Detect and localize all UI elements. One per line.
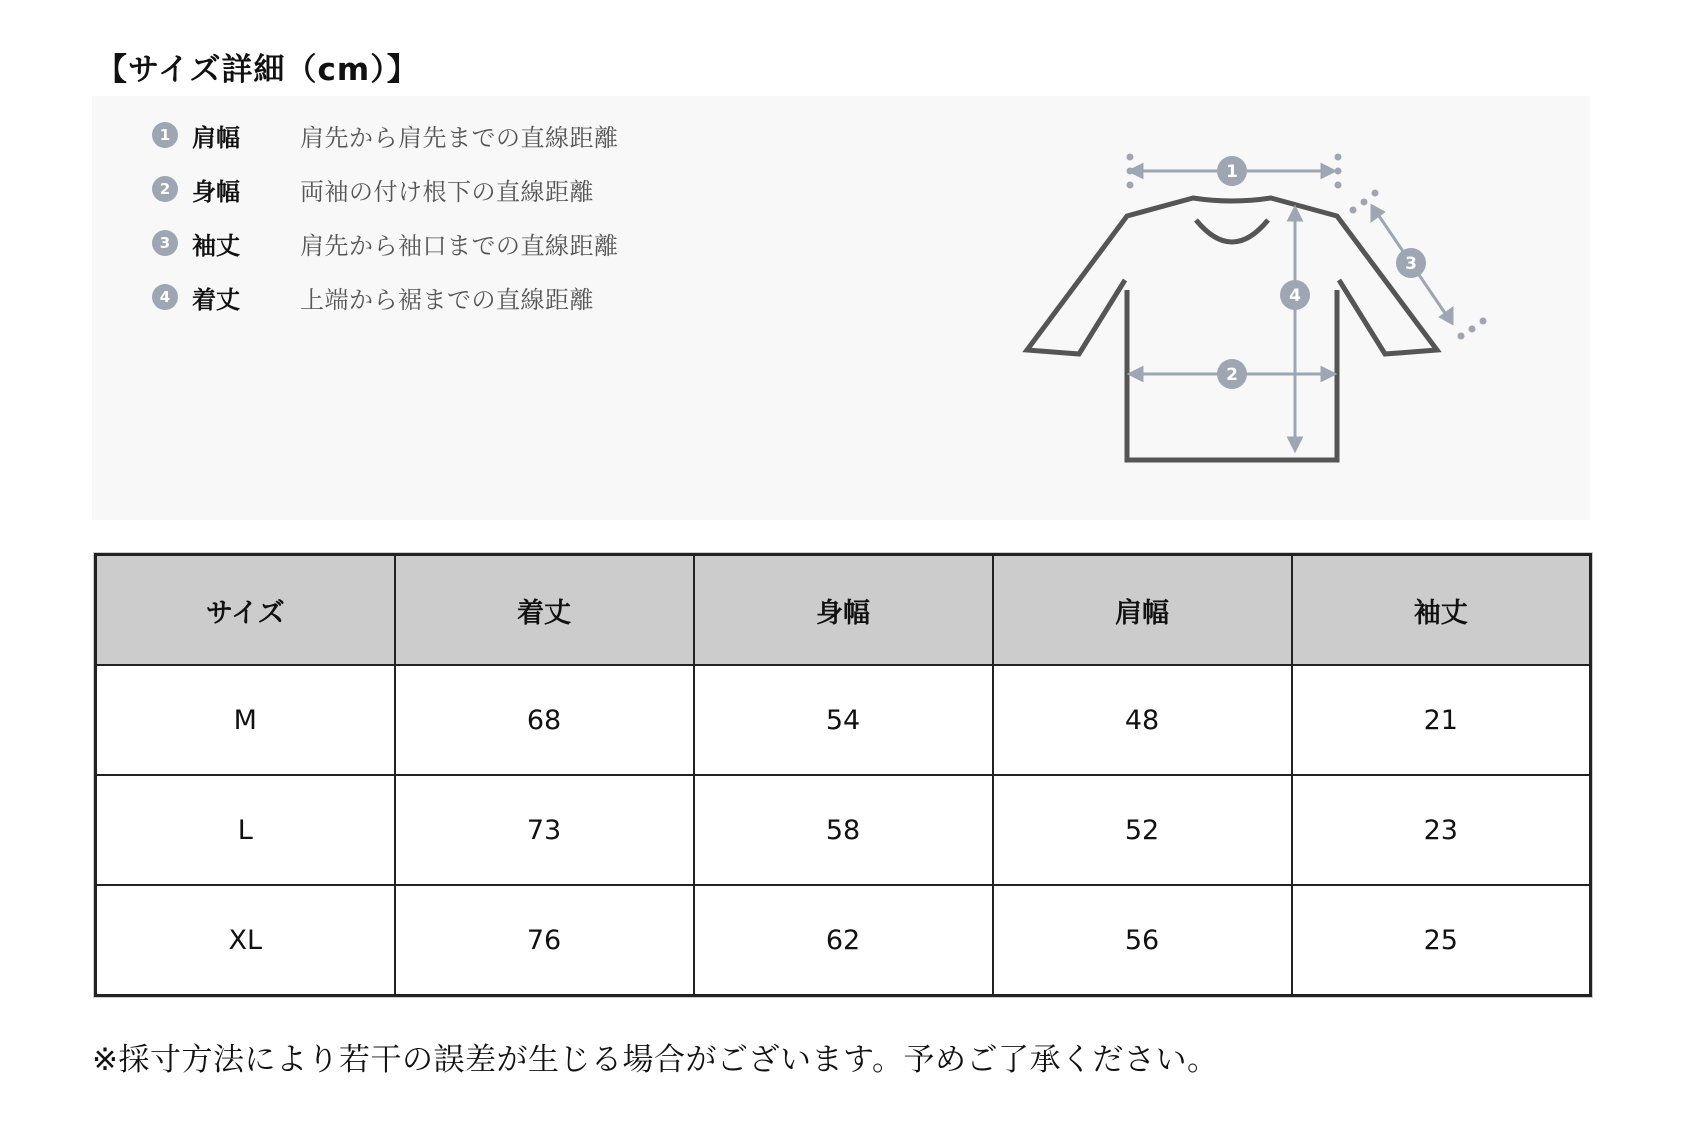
table-row: [96, 885, 1591, 996]
svg-text:4: 4: [1289, 286, 1301, 306]
measurement-note: ※採寸方法により若干の誤差が生じる場合がございます。予めご了承ください。: [92, 1042, 1219, 1078]
table-cell: 56: [993, 885, 1292, 996]
number-3-badge: 3: [152, 230, 178, 256]
arrowhead-icon: [1289, 208, 1301, 220]
legend-description: 両袖の付け根下の直線距離: [300, 177, 594, 206]
table-cell: 73: [395, 775, 694, 885]
table-cell: 52: [993, 775, 1292, 885]
table-cell: 54: [694, 665, 993, 775]
table-cell: 68: [395, 665, 694, 775]
svg-text:3: 3: [1405, 254, 1417, 274]
table-cell: XL: [96, 885, 395, 996]
legend-description: 肩先から肩先までの直線距離: [300, 123, 619, 152]
table-cell: 62: [694, 885, 993, 996]
legend-description: 上端から裾までの直線距離: [300, 285, 594, 314]
marker-4-badge: [1280, 280, 1310, 310]
number-2-badge: 2: [152, 176, 178, 202]
guide-dots: [1127, 154, 1487, 340]
column-header-size: サイズ: [96, 555, 395, 666]
column-header-body-width: 身幅: [694, 555, 993, 666]
table-cell: M: [96, 665, 395, 775]
marker-1-badge: [1217, 156, 1247, 186]
tshirt-outline-icon: [1027, 198, 1437, 354]
legend-label: 肩幅: [192, 123, 240, 152]
tshirt-neckline-icon: [1196, 220, 1268, 242]
number-1-badge: 1: [152, 122, 178, 148]
legend-label: 身幅: [192, 177, 240, 206]
column-header-sleeve-length: 袖丈: [1292, 555, 1591, 666]
arrowhead-icon: [1289, 438, 1301, 450]
table-cell: 23: [1292, 775, 1591, 885]
table-cell: 76: [395, 885, 694, 996]
size-table: [94, 553, 1592, 997]
svg-text:1: 1: [1226, 162, 1238, 182]
table-cell: L: [96, 775, 395, 885]
page-title: 【サイズ詳細（cm）】: [96, 52, 419, 88]
svg-text:2: 2: [1226, 365, 1238, 385]
legend-label: 着丈: [192, 285, 240, 314]
legend-description: 肩先から袖口までの直線距離: [300, 231, 619, 260]
marker-2-badge: [1217, 359, 1247, 389]
table-row: [96, 665, 1591, 775]
marker-3-badge: [1396, 248, 1426, 278]
table-cell: 48: [993, 665, 1292, 775]
column-header-total-length: 着丈: [395, 555, 694, 666]
legend-label: 袖丈: [192, 231, 240, 260]
arrowhead-icon: [1322, 368, 1334, 380]
arrowhead-icon: [1322, 165, 1334, 177]
table-cell: 21: [1292, 665, 1591, 775]
tshirt-measurement-diagram-icon: [0, 0, 1682, 540]
table-cell: 58: [694, 775, 993, 885]
column-header-shoulder-width: 肩幅: [993, 555, 1292, 666]
table-header-row: [96, 555, 1591, 666]
table-cell: 25: [1292, 885, 1591, 996]
table-row: [96, 775, 1591, 885]
arrowhead-icon: [1130, 368, 1142, 380]
number-4-badge: 4: [152, 284, 178, 310]
